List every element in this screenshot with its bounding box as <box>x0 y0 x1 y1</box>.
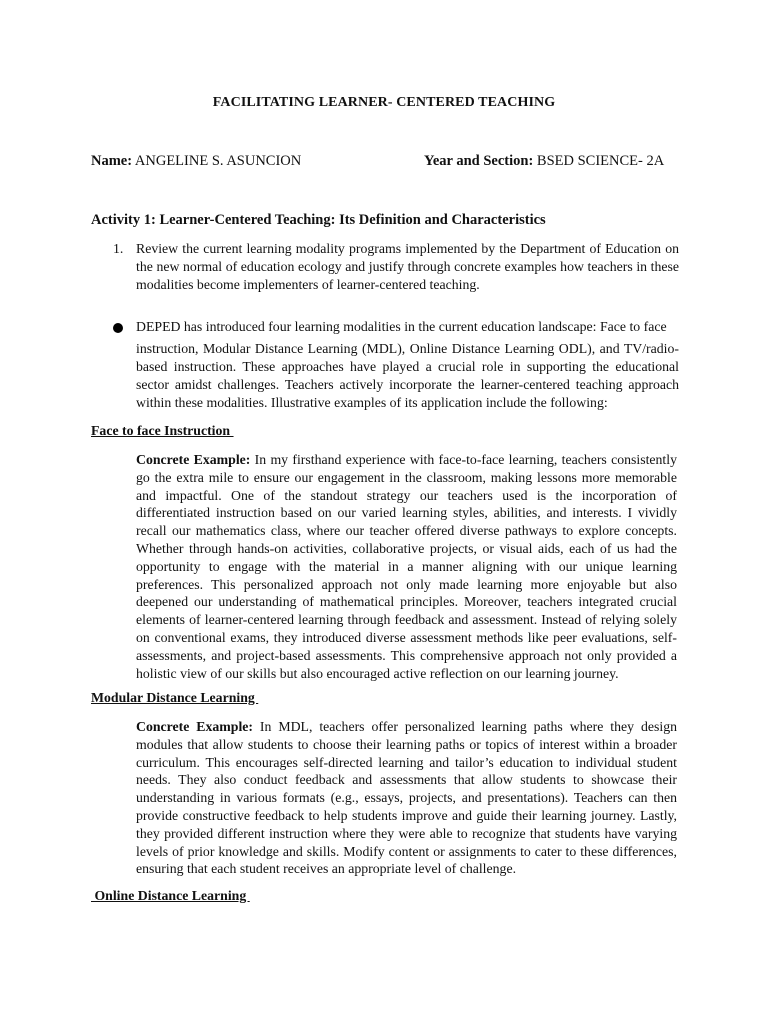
question-text: Review the current learning modality programs implemented by the Department of Education on the new normal of education ecology and justify through concrete examples how teachers in these modalities become implementers of learner-centered teaching. <box>136 241 679 292</box>
modular-example <box>136 718 677 878</box>
activity-title: Activity 1: Learner-Centered Teaching: Its Definition and Characteristics <box>91 212 546 228</box>
question-number: 1. <box>113 241 124 256</box>
intro-first-line: DEPED has introduced four learning modalities in the current education landscape: Face to face <box>136 319 667 334</box>
question-item <box>113 240 679 294</box>
intro-bullet <box>113 318 679 412</box>
intro-text: instruction, Modular Distance Learning (MDL), Online Distance Learning ODL), and TV/radio-based instruction. These approaches have played a crucial role in supporting the educational sector amidst challenges. Teachers actively incorporate the learner-centered teaching approach within these modalities. Illustrative examples of its application include the following: <box>136 341 679 410</box>
example-label: Concrete Example: <box>136 452 251 467</box>
year-section-label: Year and Section: <box>424 153 534 169</box>
example-text: In MDL, teachers offer personalized learning paths where they design modules that allow students to choose their learning paths or topics of interest within a broader curriculum. This encourages self-directed learning and tailor’s education to individual student needs. They also conduct feedback and assessments that allow students to showcase their understanding in various formats (e.g., essays, projects, and presentations). Teachers can then provide constructive feedback to help students improve and guide their learning journey. Lastly, they provided different instruction where they were able to recognize that students have varying levels of prior knowledge and skills. Modify content or assignments to cater to these differences, ensuring that each student receives an appropriate level of challenge. <box>136 719 677 877</box>
example-label: Concrete Example: <box>136 719 254 734</box>
section-heading-modular: Modular Distance Learning <box>91 690 259 705</box>
section-heading-online: Online Distance Learning <box>91 888 250 903</box>
example-text: In my firsthand experience with face-to-face learning, teachers consistently go the extra mile to ensure our engagement in the classroom, making lessons more memorable and impactful. One of the standout strategy our teachers used is the incorporation of differentiated instruction based on our varied learning styles, abilities, and interests. I vividly recall our mathematics class, where our teacher offered diverse pathways to explore concepts. Whether through hands-on activities, collaborative projects, or visual aids, each of us had the opportunity to engage with the material in a manner aligning with our unique learning preferences. This personalized approach not only made learning more enjoyable but also deepened our understanding of mathematical principles. Moreover, teachers integrated crucial elements of learner-centered learning through feedback and assessment. Instead of relying solely on conventional exams, they introduced diverse assessment methods like peer evaluations, self-assessments, and project-based assessments. This comprehensive approach not only provided a holistic view of our skills but also encouraged active reflection on our learning journey. <box>136 452 678 681</box>
year-section-line <box>424 153 664 170</box>
face-to-face-example <box>136 451 677 682</box>
section-heading-face-to-face: Face to face Instruction <box>91 423 234 438</box>
year-section-value: BSED SCIENCE- 2A <box>536 153 665 169</box>
document-title: FACILITATING LEARNER- CENTERED TEACHING <box>212 95 556 110</box>
name-line <box>91 153 301 170</box>
bullet-dot-icon <box>113 323 123 333</box>
name-label: Name: <box>91 153 133 169</box>
name-value: ANGELINE S. ASUNCION <box>134 153 302 169</box>
